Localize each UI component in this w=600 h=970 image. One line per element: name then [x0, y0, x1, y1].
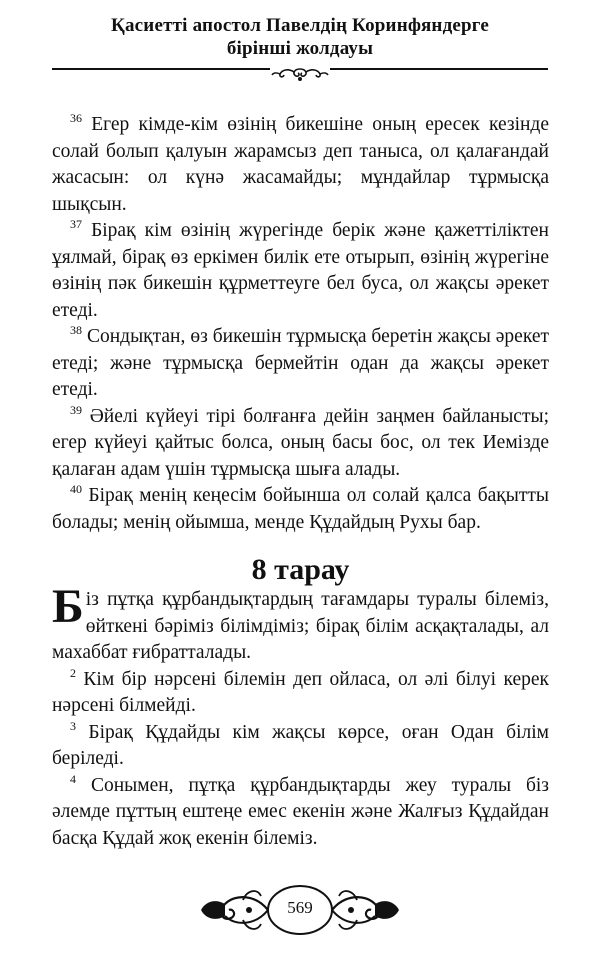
verse — [52, 483, 549, 536]
verse-text: із пұтқа құрбандықтардың тағамдары туралы білеміз, өйткені бәріміз білімдіміз; бірақ білім асқақталады, ал махаббат ғибратталады. — [52, 589, 549, 663]
verse-text: Бірақ Құдайды кім жақсы көрсе, оған Одан білім беріледі. — [52, 721, 549, 769]
chapter-7-verses — [52, 112, 549, 536]
verse-text: Сондықтан, өз бикешін тұрмысқа беретін жақсы әрекет етеді; және тұрмысқа бермейтін одан да жақсы әрекет етеді. — [52, 326, 550, 400]
chapter-heading: 8 тарау — [251, 553, 350, 586]
verse — [52, 218, 549, 324]
verse-text: Сонымен, пұтқа құрбандықтарды жеу туралы біз әлемде пұттың ештеңе емес екенін және Жалғыз Құдайдан басқа Құдай жоқ екенін білеміз. — [52, 774, 550, 849]
verse-number: 39 — [70, 402, 82, 417]
verse — [52, 324, 549, 404]
verse-text: Кім бір нәрсені білемін деп ойласа, ол әлі білуі керек нәрсені білмейді. — [52, 668, 549, 716]
verse-number: 2 — [70, 665, 76, 680]
verse-text: Әйелі күйеуі тірі болғанға дейін заңмен байланысты; егер күйеуі қайтыс болса, оның басы бос, ол тек Иемізде қалаған адам үшін тұрмысқа шыға алады. — [52, 405, 549, 480]
verse-number: 4 — [70, 771, 76, 786]
verse-number: 36 — [70, 111, 82, 125]
flourish-ornament-icon — [270, 66, 330, 84]
chapter-8-verses — [52, 667, 549, 853]
verse — [52, 720, 549, 773]
verse — [52, 112, 549, 218]
page-body — [52, 112, 549, 852]
verse-text: Бірақ кім өзінің жүрегінде берік және қажеттіліктен ұялмай, бірақ өз еркімен билік ете отырып, өзінің жүрегіне өзінің пәк бикешін құрметтеуге бел буса, ол жақсы әрекет етеді. — [52, 220, 549, 321]
verse-number: 38 — [70, 323, 82, 337]
verse — [52, 773, 549, 853]
verse-number: 37 — [70, 217, 82, 231]
running-header — [0, 14, 600, 60]
verse — [52, 404, 549, 484]
page-number: 569 — [287, 898, 313, 917]
verse-number: 40 — [70, 482, 82, 496]
verse-text: Бірақ менің кеңесім бойынша ол солай қалса бақытты болады; менің ойымша, менде Құдайдың Рухы бар. — [52, 485, 550, 533]
chapter-8-verse-1 — [52, 580, 549, 667]
verse-text: Егер кімде-кім өзінің бикешіне оның ересек кезінде солай болып қалуын жарамсыз деп таныса, ол қалағандай жасасын: ол күнә жасамайды; мұндайлар тұрмысқа шықсын. — [52, 114, 549, 215]
verse-number: 3 — [70, 718, 76, 733]
verse — [52, 667, 549, 720]
drop-cap: Б — [52, 580, 84, 633]
header-title-line-2: бірінші жолдауы — [226, 38, 374, 59]
header-title-line-1: Қасиетті апостол Павелдің Коринфяндерге — [110, 15, 489, 36]
